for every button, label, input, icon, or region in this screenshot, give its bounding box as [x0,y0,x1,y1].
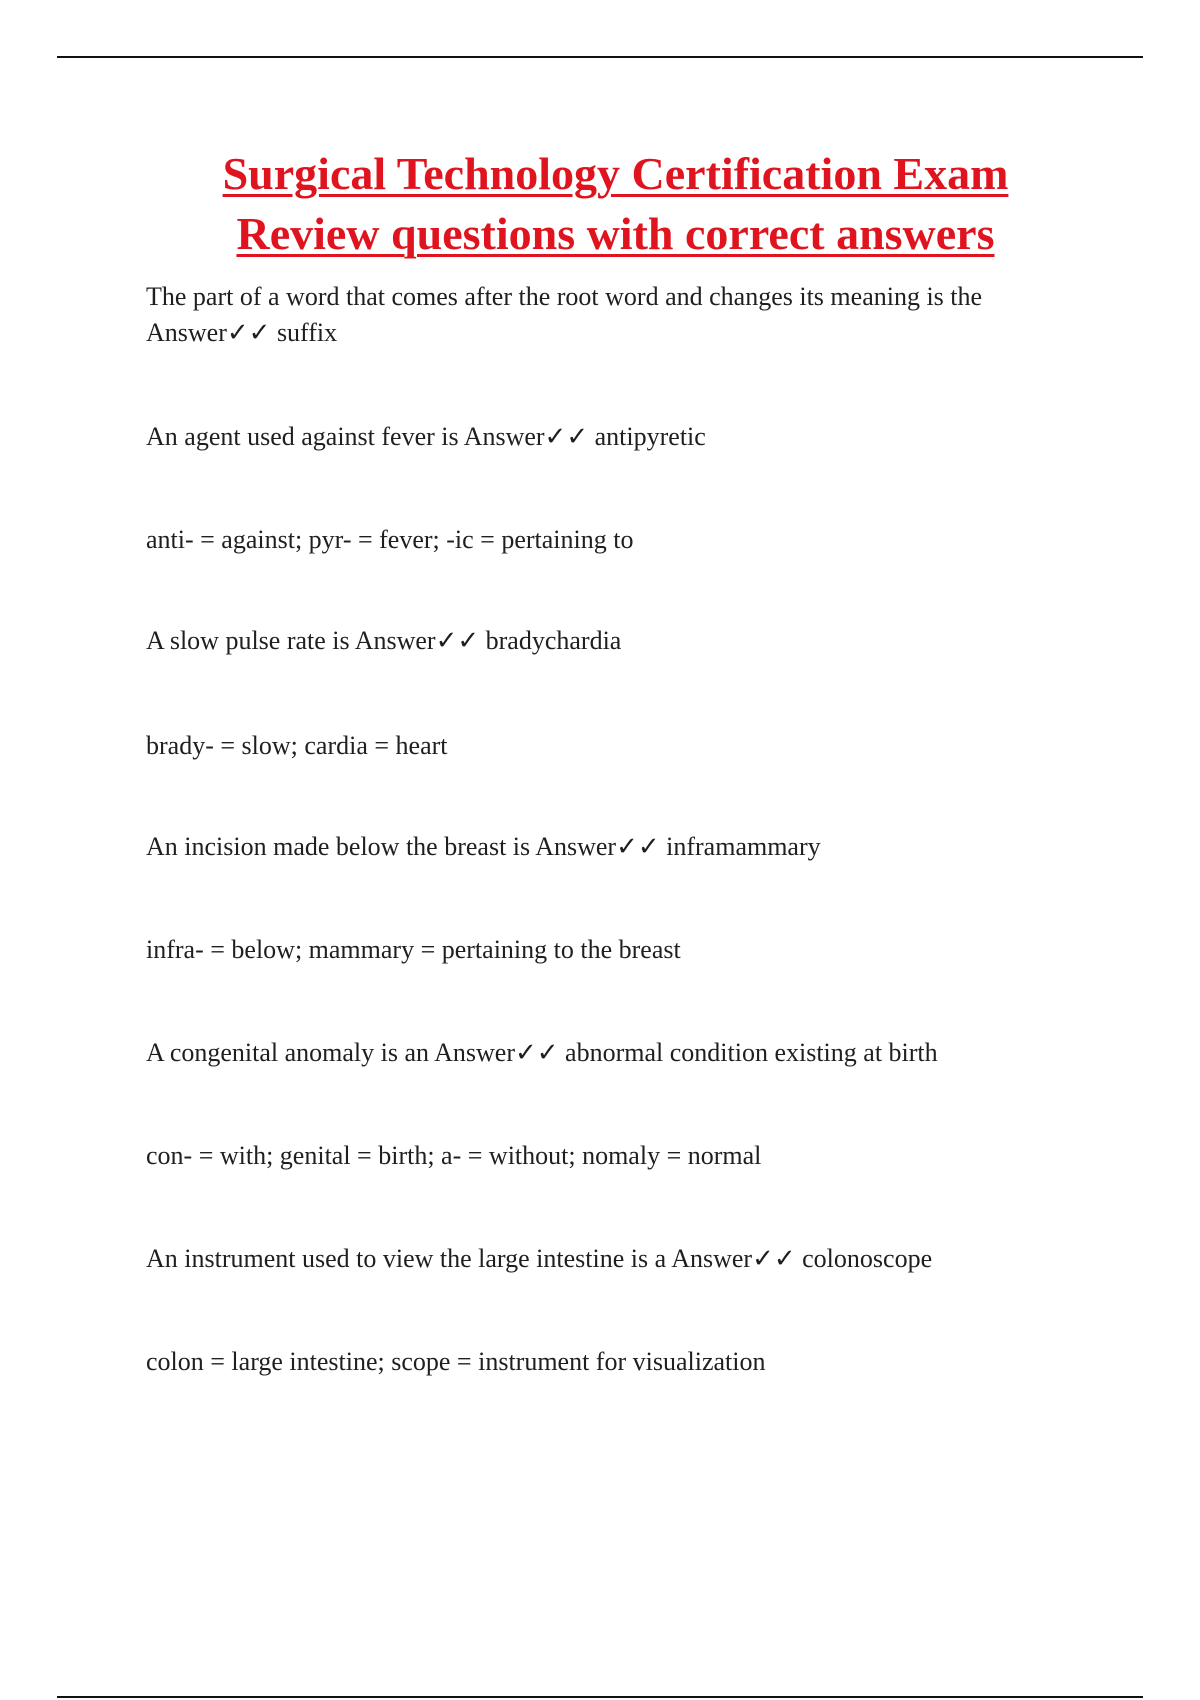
definition-entry: colon = large intestine; scope = instrument for visualization [146,1347,766,1376]
qa-entry: An agent used against fever is Answer✓✓ antipyretic [146,422,706,451]
document-title [120,144,1111,264]
definition-entry: brady- = slow; cardia = heart [146,731,448,760]
qa-entry: The part of a word that comes after the root word and changes its meaning is the Answer✓✓ suffix [146,282,983,347]
definition-entry: infra- = below; mammary = pertaining to the breast [146,935,681,964]
definition-entry: anti- = against; pyr- = fever; -ic = pertaining to [146,525,634,554]
qa-entry: An instrument used to view the large intestine is a Answer✓✓ colonoscope [146,1244,933,1273]
definition-entry: con- = with; genital = birth; a- = without; nomaly = normal [146,1141,762,1170]
bottom-rule [57,1696,1143,1698]
title-line-1: Surgical Technology Certification Exam [222,148,1009,199]
qa-entry: A slow pulse rate is Answer✓✓ bradychardia [146,626,622,655]
qa-entry: An incision made below the breast is Answer✓✓ inframammary [146,832,821,861]
title-line-2: Review questions with correct answers [236,208,995,259]
top-rule [57,56,1143,58]
qa-entry: A congenital anomaly is an Answer✓✓ abnormal condition existing at birth [146,1038,938,1067]
